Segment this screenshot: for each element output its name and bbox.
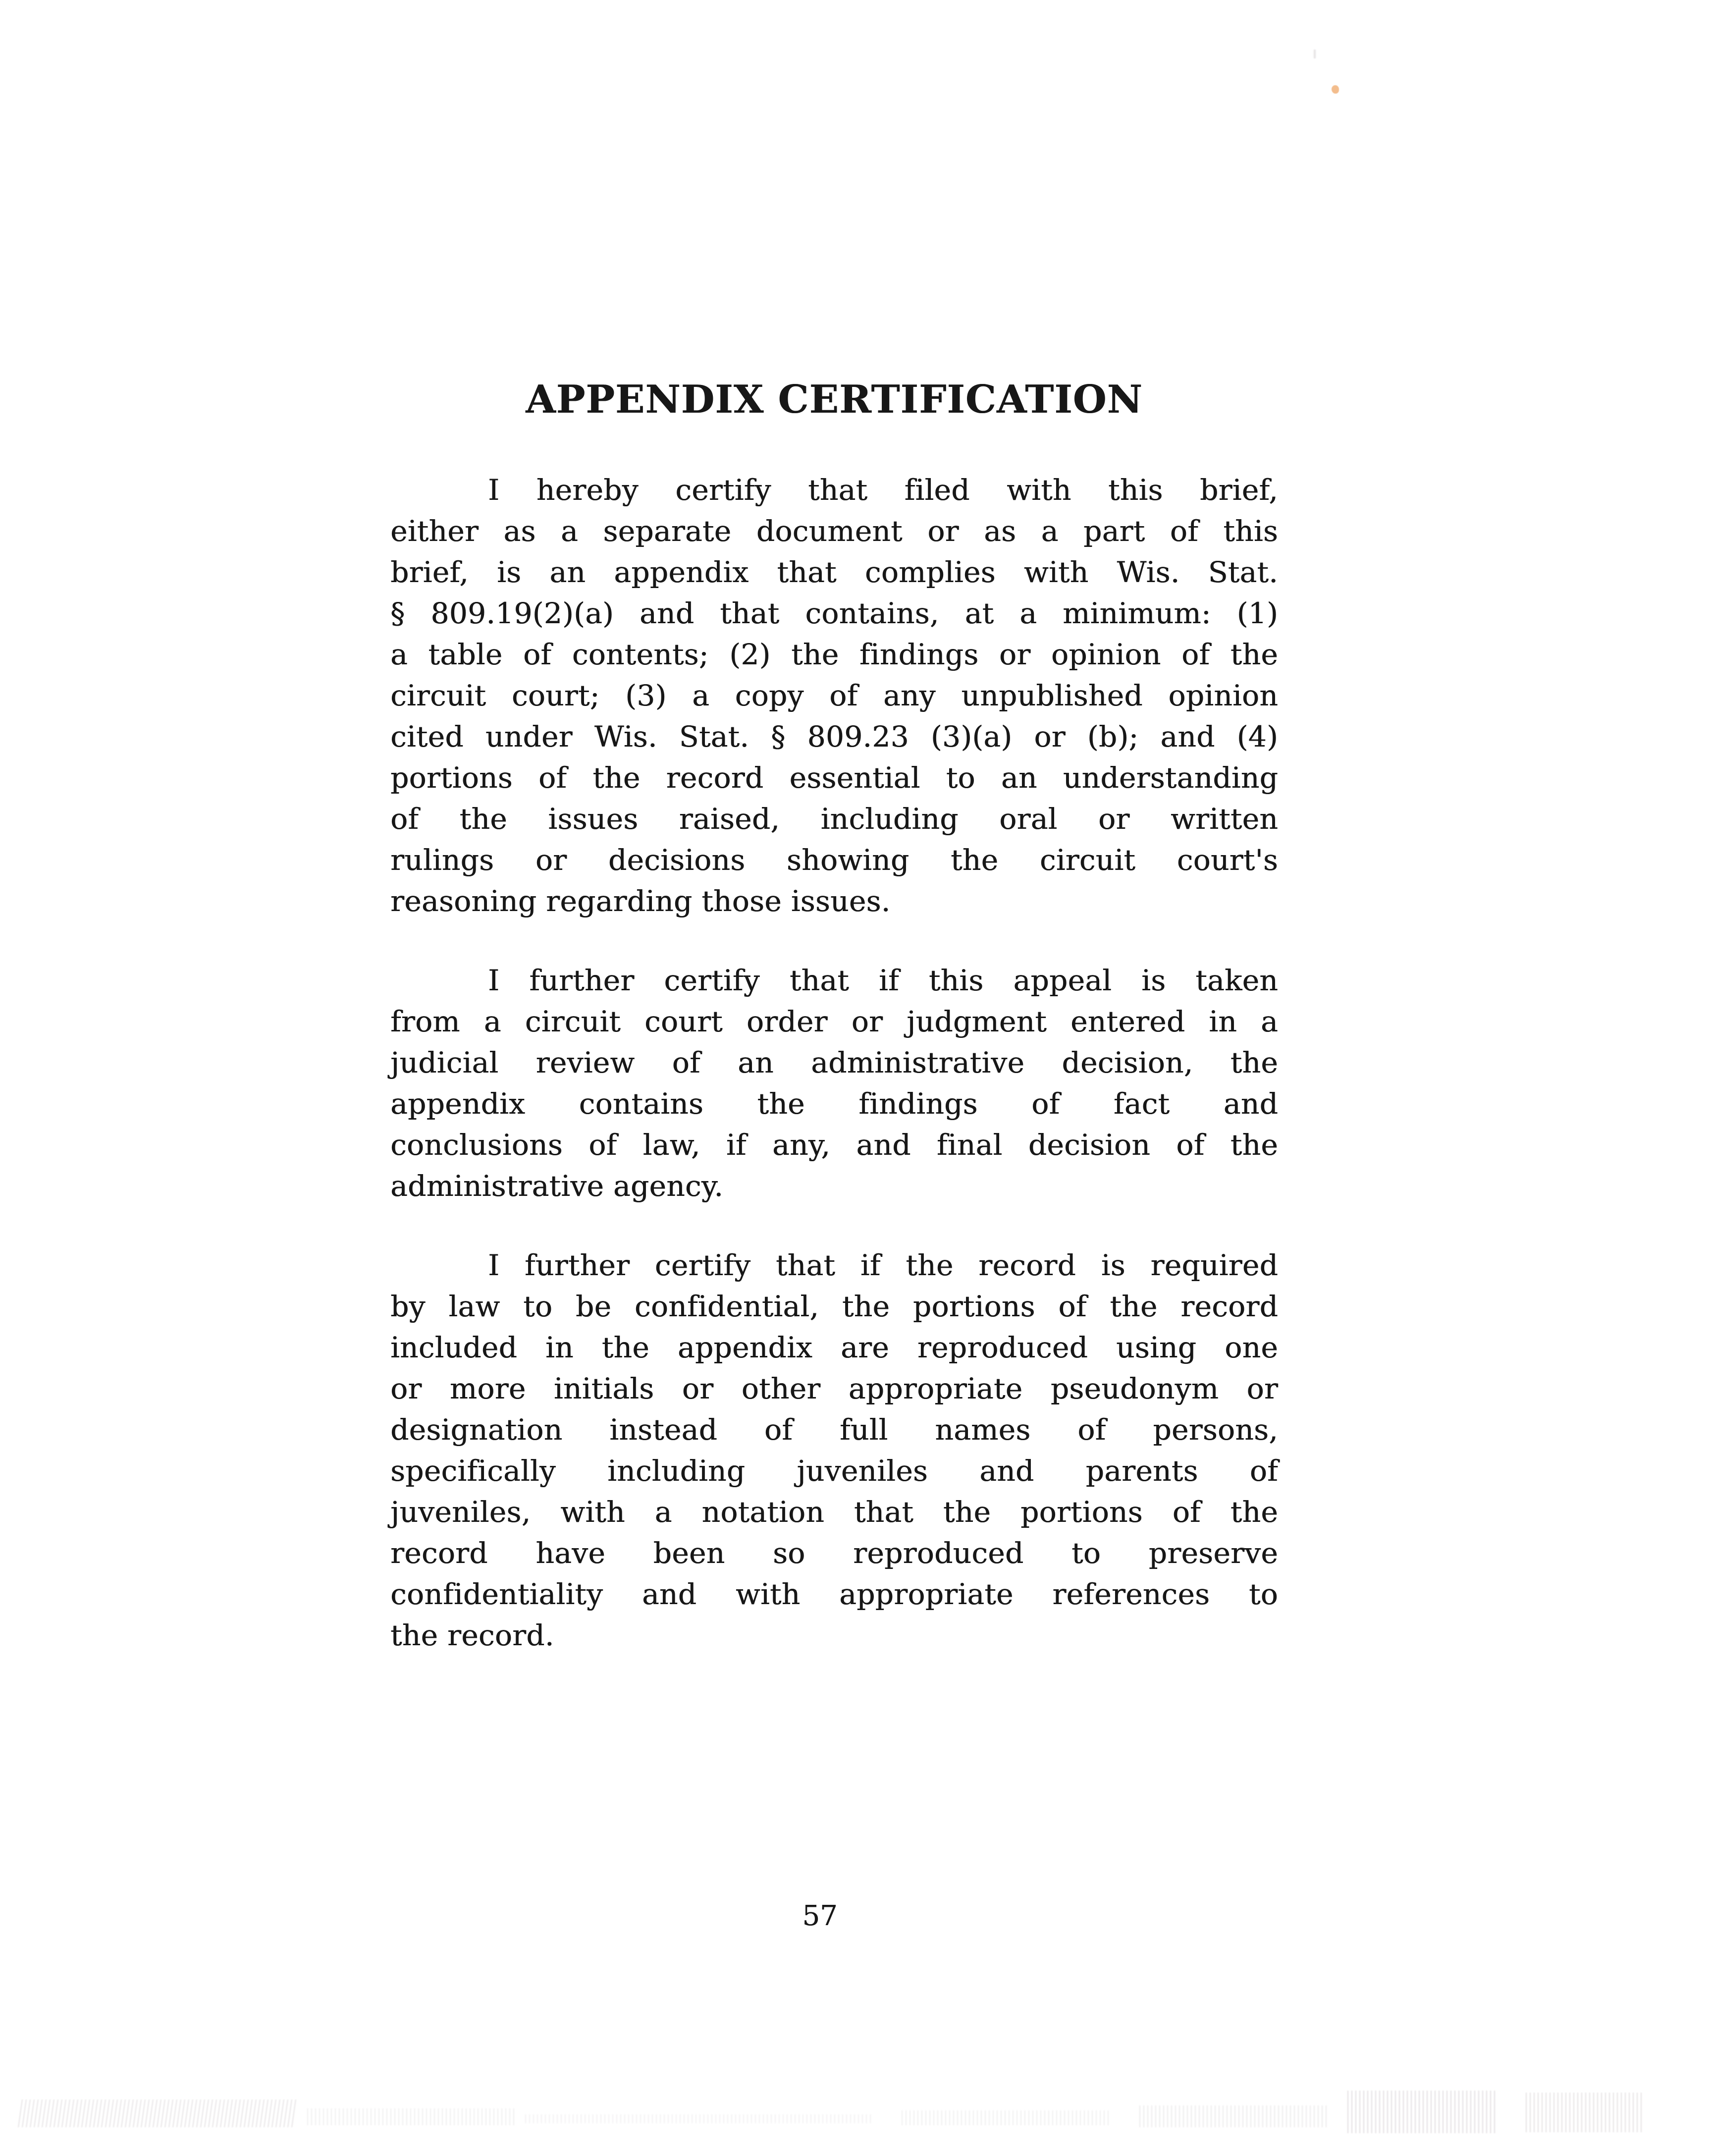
text-line: appendix contains the findings of fact and xyxy=(390,1087,1278,1121)
text-line: portions of the record essential to an understanding xyxy=(390,761,1278,795)
text-line: included in the appendix are reproduced using one xyxy=(390,1331,1278,1364)
text-line: by law to be confidential, the portions of the record xyxy=(390,1290,1278,1323)
text-line: specifically including juveniles and parents of xyxy=(390,1454,1278,1488)
text-line: I further certify that if this appeal is taken xyxy=(488,964,1278,997)
text-line: reasoning regarding those issues. xyxy=(390,884,891,918)
text-line: the record. xyxy=(390,1618,554,1652)
scan-speck-gray-icon xyxy=(1314,50,1316,58)
scan-speck-orange-icon xyxy=(1332,85,1339,94)
paragraph xyxy=(390,470,1278,922)
text-line: conclusions of law, if any, and final decision of the xyxy=(390,1128,1278,1162)
text-line: administrative agency. xyxy=(390,1169,724,1203)
paragraph xyxy=(390,960,1278,1207)
text-line: judicial review of an administrative decision, the xyxy=(390,1046,1278,1079)
text-line: confidentiality and with appropriate references to xyxy=(390,1577,1278,1611)
scan-smudge xyxy=(1139,2105,1328,2127)
text-line: I further certify that if the record is required xyxy=(488,1248,1278,1282)
paragraph xyxy=(390,1245,1278,1656)
text-line: cited under Wis. Stat. § 809.23 (3)(a) or (b); and (4) xyxy=(390,720,1278,754)
scan-smudge xyxy=(525,2114,872,2123)
document-body xyxy=(390,470,1278,1656)
text-line: rulings or decisions showing the circuit court's xyxy=(390,843,1278,877)
scan-smudge xyxy=(902,2110,1110,2125)
page-number: 57 xyxy=(802,1900,838,1932)
text-line: either as a separate document or as a part of this xyxy=(390,514,1278,548)
scan-smudge xyxy=(18,2100,299,2127)
text-line: of the issues raised, including oral or written xyxy=(390,802,1278,836)
text-line: record have been so reproduced to preserve xyxy=(390,1536,1278,1570)
text-line: from a circuit court order or judgment entered in a xyxy=(390,1005,1278,1038)
scan-smudge xyxy=(1526,2093,1645,2132)
scan-smudge xyxy=(1347,2091,1496,2133)
text-line: juveniles, with a notation that the portions of the xyxy=(390,1495,1278,1529)
scan-noise-band xyxy=(0,2086,1712,2140)
text-line: brief, is an appendix that complies with Wis. Stat. xyxy=(390,555,1278,589)
text-line: circuit court; (3) a copy of any unpublished opinion xyxy=(390,679,1278,712)
page-title: APPENDIX CERTIFICATION xyxy=(526,377,1143,422)
text-line: § 809.19(2)(a) and that contains, at a minimum: (1) xyxy=(390,596,1278,630)
text-line: a table of contents; (2) the findings or opinion of the xyxy=(390,638,1278,671)
text-line: I hereby certify that filed with this brief, xyxy=(488,473,1278,507)
text-line: or more initials or other appropriate pseudonym or xyxy=(390,1372,1278,1405)
scan-smudge xyxy=(307,2108,515,2125)
text-line: designation instead of full names of persons, xyxy=(390,1413,1278,1447)
